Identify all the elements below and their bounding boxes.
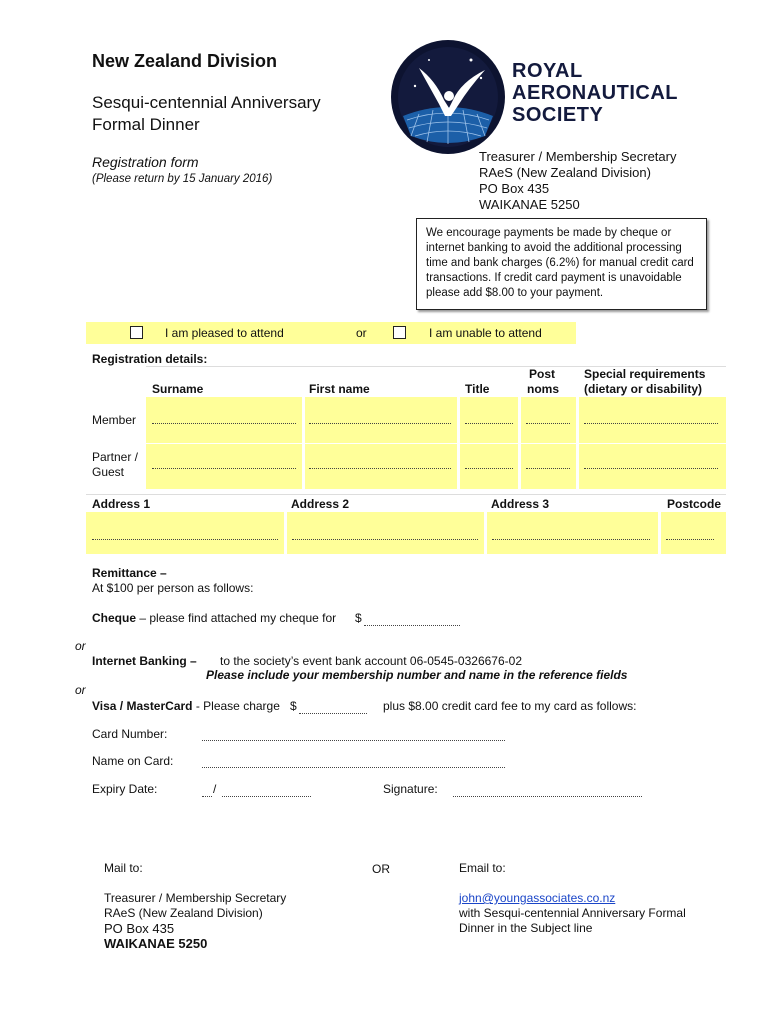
visa-amount-field[interactable]	[299, 713, 367, 714]
expiry-year-field[interactable]	[222, 796, 311, 797]
expiry-label: Expiry Date:	[92, 782, 158, 796]
event-title-line2: Formal Dinner	[92, 115, 200, 134]
col-first-name: First name	[309, 382, 370, 396]
email-to-label: Email to:	[459, 861, 506, 875]
internet-banking-label: Internet Banking –	[92, 654, 197, 668]
postcode-field[interactable]	[666, 539, 714, 540]
address1-field[interactable]	[92, 539, 278, 540]
address3-label: Address 3	[491, 497, 550, 511]
division-title: New Zealand Division	[92, 51, 278, 71]
col-post-noms: Post noms	[527, 367, 560, 396]
registration-heading: Registration details:	[92, 352, 208, 366]
col-title: Title	[465, 382, 490, 396]
footer-or: OR	[372, 862, 390, 876]
address3-field[interactable]	[492, 539, 650, 540]
email-details: john@youngassociates.co.nz with Sesqui-centennial Anniversary Formal Dinner in the Subject line	[459, 891, 686, 935]
or-divider-1: or	[75, 639, 86, 653]
member-special-field[interactable]	[584, 423, 718, 424]
cheque-line	[92, 611, 336, 625]
member-surname-field[interactable]	[152, 423, 296, 424]
col-surname: Surname	[152, 382, 204, 396]
return-note: (Please return by 15 January 2016)	[92, 173, 273, 185]
visa-label: Visa / MasterCard	[92, 699, 193, 713]
partner-first-name-field[interactable]	[309, 468, 451, 469]
cheque-amount-field[interactable]	[364, 625, 460, 626]
postcode-label: Postcode	[667, 497, 722, 511]
address2-field[interactable]	[292, 539, 478, 540]
cheque-label: Cheque	[92, 611, 137, 625]
treasurer-address: Treasurer / Membership Secretary RAeS (New Zealand Division) PO Box 435 WAIKANAE 5250	[479, 149, 677, 212]
signature-label: Signature:	[383, 782, 438, 796]
row-member-label: Member	[92, 413, 137, 427]
form-title: Registration form	[92, 154, 199, 170]
internet-banking-note: Please include your membership number and name in the reference fields	[206, 668, 628, 682]
partner-post-noms-field[interactable]	[526, 468, 570, 469]
address2-label: Address 2	[291, 497, 350, 511]
raes-logo-text: ROYAL AERONAUTICAL SOCIETY	[512, 60, 678, 126]
address1-label: Address 1	[92, 497, 151, 511]
mail-address: Treasurer / Membership Secretary RAeS (New Zealand Division) PO Box 435 WAIKANAE 5250	[104, 891, 287, 951]
unable-label: I am unable to attend	[429, 326, 542, 340]
attend-label: I am pleased to attend	[165, 326, 284, 340]
card-number-field[interactable]	[202, 740, 505, 741]
attend-checkbox[interactable]	[130, 326, 143, 339]
partner-title-field[interactable]	[465, 468, 513, 469]
raes-logo-emblem	[389, 38, 507, 156]
or-divider-2: or	[75, 683, 86, 697]
expiry-month-field[interactable]	[202, 796, 212, 797]
row-partner-label: Partner / Guest	[92, 450, 139, 479]
expiry-separator: /	[213, 782, 217, 796]
unable-checkbox[interactable]	[393, 326, 406, 339]
signature-field[interactable]	[453, 796, 642, 797]
visa-fee-text: plus $8.00 credit card fee to my card as follows:	[383, 699, 637, 713]
mail-to-label: Mail to:	[104, 861, 143, 875]
remittance-subheading: At $100 per person as follows:	[92, 581, 254, 595]
member-post-noms-field[interactable]	[526, 423, 570, 424]
name-on-card-field[interactable]	[202, 767, 505, 768]
remittance-heading: Remittance –	[92, 566, 167, 580]
name-on-card-label: Name on Card:	[92, 754, 174, 768]
cheque-text: – please find attached my cheque for	[136, 611, 337, 625]
partner-special-field[interactable]	[584, 468, 718, 469]
visa-dollar: $	[290, 699, 297, 713]
partner-surname-field[interactable]	[152, 468, 296, 469]
internet-banking-text: to the society’s event bank account 06-0545-0326676-02	[220, 654, 522, 668]
card-number-label: Card Number:	[92, 727, 168, 741]
member-first-name-field[interactable]	[309, 423, 451, 424]
col-special-requirements: Special requirements (dietary or disability)	[584, 367, 706, 396]
address-input-area	[86, 512, 726, 554]
member-title-field[interactable]	[465, 423, 513, 424]
email-link[interactable]: john@youngassociates.co.nz	[459, 891, 616, 905]
event-title-line1: Sesqui-centennial Anniversary	[92, 93, 321, 112]
visa-text: - Please charge	[192, 699, 280, 713]
attendance-or: or	[356, 326, 367, 340]
payment-notice-box: We encourage payments be made by cheque or internet banking to avoid the additional processing time and bank charges (6.2%) for manual credit card transactions. If credit card payment is unavoidable please add $8.00 to your payment.	[416, 218, 707, 310]
visa-line	[92, 699, 280, 713]
cheque-dollar: $	[355, 611, 362, 625]
